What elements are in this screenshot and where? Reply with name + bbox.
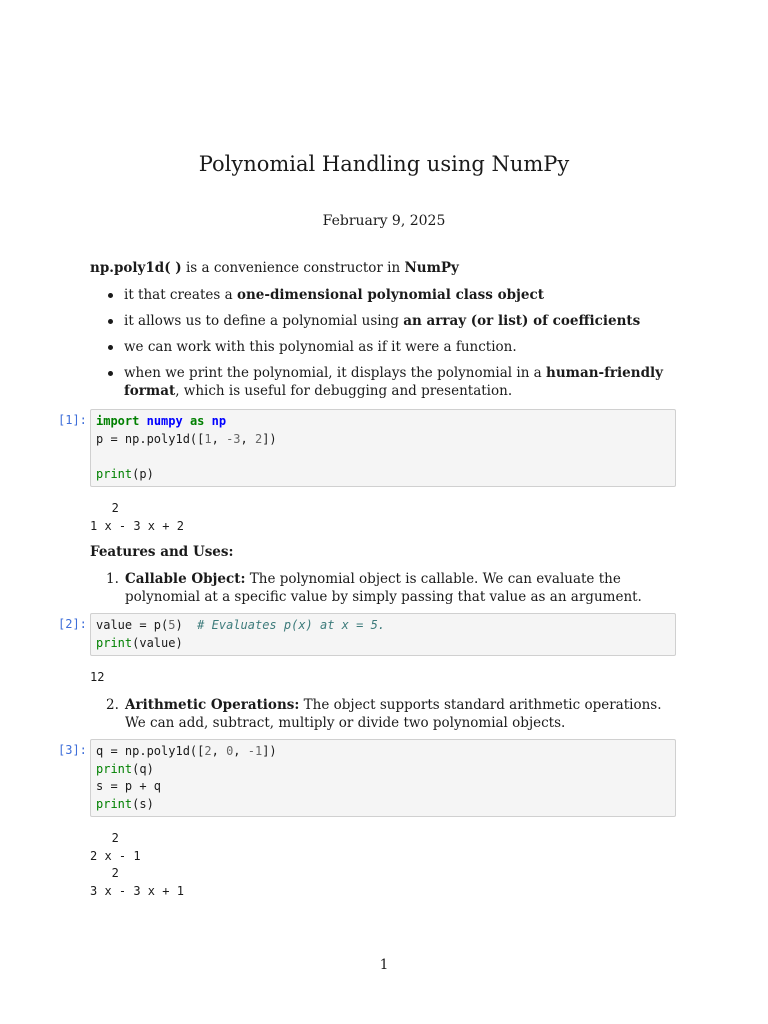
cell-output <box>90 500 184 535</box>
code-token: ) <box>175 618 198 632</box>
output-line: 2 <box>90 866 119 880</box>
enumerated-item <box>90 696 678 732</box>
output-line: 2 <box>90 501 119 515</box>
item-text <box>125 696 678 732</box>
bullet-item <box>90 312 690 330</box>
item-body-text: The object supports standard arithmetic operations. We can add, subtract, multiply or divide two polynomial objects. <box>125 697 662 731</box>
bullet-list <box>90 286 690 400</box>
builtin-token: print <box>96 796 133 811</box>
bullet-text: we can work with this polynomial as if it were a function. <box>124 339 517 355</box>
section-heading: Features and Uses: <box>90 544 234 560</box>
cell-prompt: [3]: <box>58 743 87 757</box>
bullet-dot <box>108 319 113 324</box>
code-line <box>96 743 670 761</box>
item-number: 1. <box>106 571 119 587</box>
output-line: 3 x - 3 x + 1 <box>90 883 184 898</box>
code-line <box>96 413 670 431</box>
bullet-item <box>90 286 690 304</box>
code-token: (s) <box>132 796 154 811</box>
code-line <box>96 635 670 653</box>
builtin-token: print <box>96 466 133 481</box>
enumerated-item <box>90 570 678 606</box>
bullet-text: it allows us to define a polynomial using <box>124 313 404 329</box>
code-line <box>96 431 670 449</box>
bullet-dot <box>108 293 113 298</box>
cell-output <box>90 830 184 900</box>
bullet-dot <box>108 371 113 376</box>
code-token: ]) <box>262 744 277 758</box>
code-line <box>96 761 670 779</box>
intro-text: is a convenience constructor in <box>181 260 405 276</box>
cell-output <box>90 669 104 687</box>
number-token: -1 <box>247 744 263 758</box>
number-token: 2 <box>204 744 212 758</box>
module-token: np <box>211 414 227 428</box>
code-blank-line <box>96 448 670 466</box>
code-token: p = np.poly1d([ <box>96 431 205 446</box>
code-token: , <box>211 744 227 758</box>
code-cell[interactable] <box>90 409 676 487</box>
number-token: 1 <box>204 431 212 446</box>
keyword-token: import <box>96 414 140 428</box>
builtin-token: print <box>96 635 133 650</box>
bullet-bold-text: human-friendly format <box>124 365 663 399</box>
code-line: s = p + q <box>96 779 162 793</box>
cell-prompt: [1]: <box>58 413 87 427</box>
bullet-bold-text: one-dimensional polynomial class object <box>236 287 544 303</box>
item-bold-text: Callable Object: <box>125 571 246 587</box>
bullet-dot <box>108 345 113 350</box>
bullet-text-end: , which is useful for debugging and presentation. <box>175 383 513 399</box>
number-token: -3 <box>226 431 241 446</box>
item-text <box>125 570 678 606</box>
code-cell[interactable] <box>90 739 676 817</box>
code-line <box>96 796 670 814</box>
code-line <box>96 466 670 484</box>
intro-paragraph <box>90 259 690 277</box>
code-token: value = p( <box>96 618 169 632</box>
bullet-bold-text: an array (or list) of coefficients <box>403 313 641 329</box>
bullet-text: when we print the polynomial, it displays the polynomial in a <box>124 365 547 381</box>
code-token: ]) <box>262 431 277 446</box>
document-title: Polynomial Handling using NumPy <box>198 152 570 176</box>
output-line: 2 <box>90 831 119 845</box>
page-number: 1 <box>379 957 389 973</box>
item-number: 2. <box>106 697 119 713</box>
code-token: (p) <box>132 466 154 481</box>
number-token: 2 <box>254 431 263 446</box>
document-date: February 9, 2025 <box>322 213 446 229</box>
item-body-text: The polynomial object is callable. We can evaluate the polynomial at a specific value by simply passing that value as an argument. <box>125 571 642 605</box>
output-line: 2 x - 1 <box>90 848 141 863</box>
keyword-token: as <box>189 414 205 428</box>
code-token: , <box>211 431 227 446</box>
number-token: 0 <box>226 744 234 758</box>
number-token: 5 <box>168 618 176 632</box>
builtin-token: print <box>96 761 133 776</box>
code-token: (q) <box>132 761 154 776</box>
module-token: numpy <box>146 414 183 428</box>
cell-prompt: [2]: <box>58 617 87 631</box>
code-token: , <box>240 431 255 446</box>
code-token: q = np.poly1d([ <box>96 744 205 758</box>
code-token: (value) <box>132 635 183 650</box>
output-line: 12 <box>90 670 105 684</box>
item-bold-text: Arithmetic Operations: <box>125 697 300 713</box>
bullet-item <box>90 338 690 356</box>
code-token: , <box>233 744 248 758</box>
comment-token: # Evaluates p(x) at x = 5. <box>197 618 386 632</box>
bullet-text: it that creates a <box>124 287 237 303</box>
code-line <box>96 617 670 635</box>
bullet-item <box>90 364 690 400</box>
intro-term: np.poly1d( ) <box>90 260 182 276</box>
output-line: 1 x - 3 x + 2 <box>90 518 184 533</box>
intro-library: NumPy <box>404 260 459 276</box>
code-cell[interactable] <box>90 613 676 656</box>
